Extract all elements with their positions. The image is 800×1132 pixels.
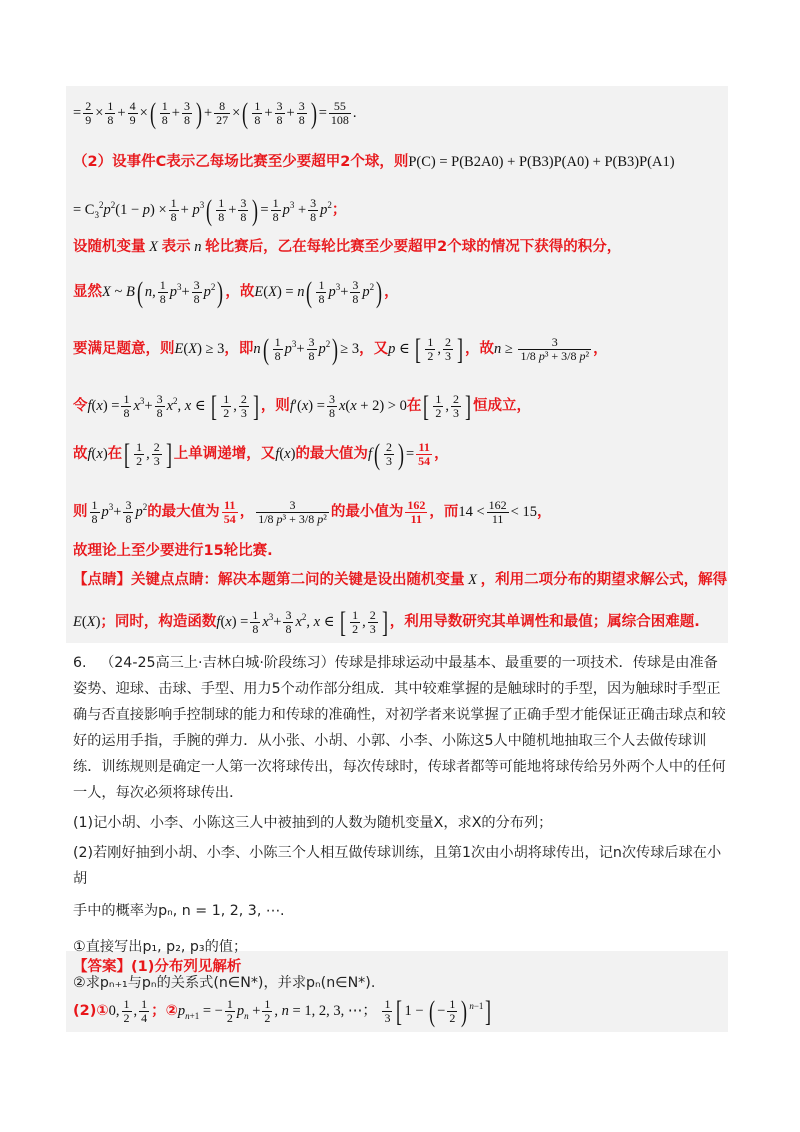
comment-label: 【点睛】: [73, 572, 131, 588]
solution-line-10: 故理论上至少要进行15轮比赛.: [73, 543, 273, 559]
answer-line-2: (2)①0, $\frac{1}{2}$ , $\frac{1}{4}$ ；$②p_{n+1}$ = − $\frac{1}{2}$ $p_n$ + $\frac{1}{2}$ , n = 1, 2, 3, ⋯； $\frac{1}{3}$ [ 1 − ( − $\frac{1}{2}$ ) $^{n-1}$]: [73, 994, 492, 1028]
solution-line-3: = $C_3^2p^2(1 - p)$ × $\frac{1}{8}$ + $p^3$( $\frac{1}{8}$ + $\frac{3}{8}$ ) = $\frac{1}{8}$ $p^3$ + $\frac{3}{8}$ $p^2$；: [73, 193, 347, 227]
solution-line-8: 故f(x)在[ $\frac{1}{2}$ , $\frac{2}{3}$ ] 上单调递增，又f(x)的最大值为f( $\frac{2}{3}$ ) = $\frac{11}{54}$ ，: [73, 437, 449, 471]
solution-line-4: 设随机变量 X 表示 n 轮比赛后，乙在每轮比赛至少要超甲2个球的情况下获得的积分，: [73, 239, 622, 255]
solution-line-6: 要满足题意，则E(X) ≥ 3，即n( $\frac{1}{8}$ $p^3+$ $\frac{3}{8}$ $p^2) \ge 3$，又p ∈ [ $\frac{1}{2}$ , $\frac{2}{3}$ ] ，故n ≥ $\frac{3}{\text{1/8 p³ + 3/8 p²}}$ ，: [73, 332, 608, 366]
question-2-i: ①直接写出p₁, p₂, p₃的值；: [73, 939, 248, 955]
solution-line-2: [73, 152, 675, 172]
question-2b: 手中的概率为pₙ, n = 1, 2, 3, ⋯.: [73, 903, 285, 919]
problem-6: [73, 650, 728, 996]
answer-line-1: 【答案】(1)分布列见解析: [73, 959, 242, 975]
part2-intro: （2）设事件C表示乙每场比赛至少要超甲2个球，则: [73, 154, 409, 170]
question-2a: (2)若刚好抽到小胡、小李、小陈三个人相互做传球训练，且第1次由小胡将球传出，记n次传球后球在小胡: [73, 845, 722, 887]
solution-line-7: 令f(x) = $\frac{1}{8}$ $x^3+$ $\frac{3}{8}$ $x^2$, x ∈ [ $\frac{1}{2}$ , $\frac{2}{3}$ ] ，则f′(x) = $\frac{3}{8}$ x(x + 2) > 0在[ $\frac{1}{2}$ , $\frac{2}{3}$ ] 恒成立，: [73, 389, 531, 423]
question-1: (1)记小胡、小李、小陈这三人中被抽到的人数为随机变量X，求X的分布列；: [73, 815, 553, 831]
part2-formula: P(C) = P(B2A0) + P(B3)P(A0) + P(B3)P(A1): [408, 154, 675, 170]
solution-line-9: 则 $\frac{1}{8}$ $p^3+$ $\frac{3}{8}$ $p^2$的最大值为 $\frac{11}{54}$ ， $\frac{3}{\text{1/8 p³ + 3/8 p²}}$ 的最小值为 $\frac{162}{11}$ ，而14 < $\frac{162}{11}$ < 15，: [73, 498, 552, 526]
solution-line-5: 显然X ~ B( n, $\frac{1}{8}$ $p^3+$ $\frac{3}{8}$ $p^2$) ，故E(X) = n( $\frac{1}{8}$ $p^3+$ $\frac{3}{8}$ $p^2$) ，: [73, 275, 399, 309]
solution-line-1: = $\frac{2}{9}$ × $\frac{1}{8}$ + $\frac{4}{9}$ ×( $\frac{1}{8}$ + $\frac{3}{8}$ ) + $\frac{8}{27}$ ×( $\frac{1}{8}$ + $\frac{3}{8}$ + $\frac{3}{8}$ ) = $\frac{55}{108}$ .: [73, 96, 357, 130]
answer-label: 【答案】: [73, 959, 131, 975]
comment-line-2: E(X)；同时，构造函数f(x) = $\frac{1}{8}$ $x^3+$ $\frac{3}{8}$ $x^2$, x ∈ [ $\frac{1}{2}$ , $\frac{2}{3}$ ] ，利用导数研究其单调性和最值；属综合困难题.: [73, 605, 700, 639]
comment-line-1: 【点睛】关键点点睛：解决本题第二问的关键是设出随机变量 X ，利用二项分布的期望求解公式，解得: [73, 572, 728, 588]
problem-stem: 6. （24-25高三上·吉林白城·阶段练习）传球是排球运动中最基本、最重要的一项技术．传球是由准备姿势、迎球、击球、手型、用力5个动作部分组成．其中较难掌握的是触球时的手型，因为触球时手型正确与否直接影响手控制球的能力和传球的准确性，对初学者来说掌握了正确手型才能保证正确击球点和较好的运用手指，手腕的弹力．从小张、小胡、小郭、小李、小陈这5人中随机地抽取三个人去做传球训练．训练规则是确定一人第一次将球传出，每次传球时，传球者都等可能地将球传给另外两个人中的任何一人，每次必须将球传出．: [73, 655, 726, 801]
question-2-ii: ②求pₙ₊₁与pₙ的关系式(n∈N*)，并求pₙ(n∈N*).: [73, 975, 376, 991]
